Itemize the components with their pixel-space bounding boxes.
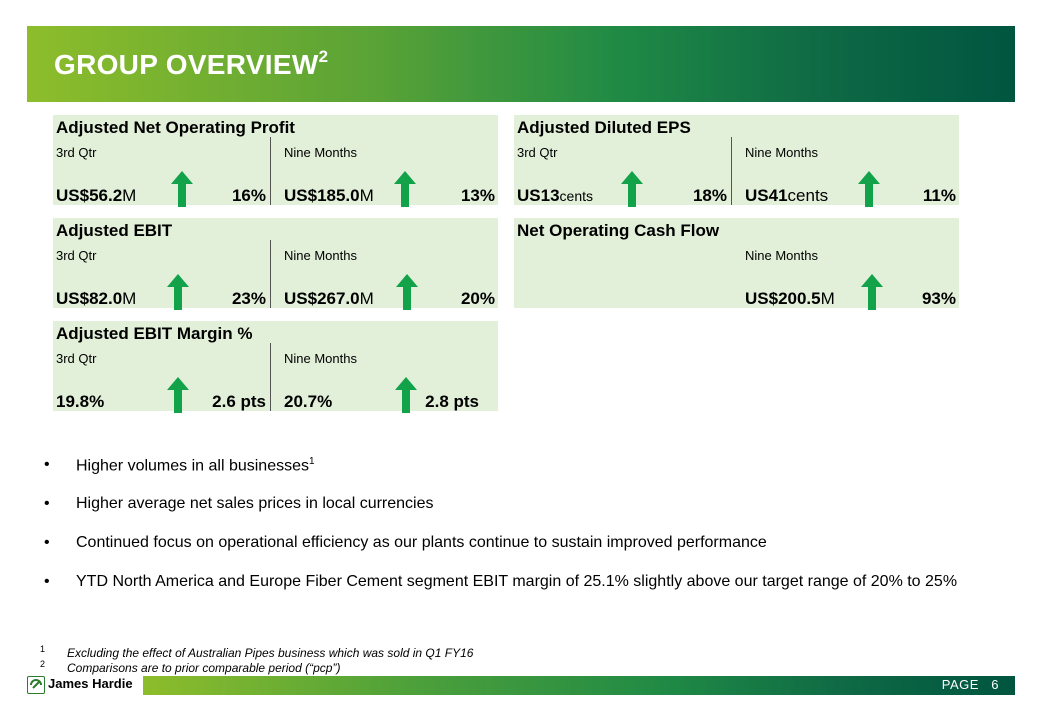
card-right-half (271, 321, 498, 411)
period-label: 3rd Qtr (56, 145, 97, 160)
list-item: • Higher volumes in all businesses$^1$ (44, 456, 315, 475)
footnote-number: 2 (40, 659, 46, 669)
metric-value: 20.7% (284, 392, 333, 411)
card-left-half (53, 115, 270, 205)
card-title: Adjusted EBIT Margin % (56, 324, 253, 343)
period-label: 3rd Qtr (517, 145, 558, 160)
card-left-half (53, 321, 270, 411)
up-arrow-icon (858, 171, 880, 207)
up-arrow-icon (394, 171, 416, 207)
card-title: Adjusted Diluted EPS (517, 118, 691, 137)
card-adjusted-ebit (53, 218, 498, 308)
footer-bar (143, 676, 1015, 695)
card-right-half (732, 218, 959, 308)
up-arrow-icon (167, 274, 189, 310)
up-arrow-icon (621, 171, 643, 207)
change-value: 2.6 pts (212, 392, 266, 411)
footnote-number: 1 (40, 644, 46, 654)
card-right-half (271, 218, 498, 308)
page-title: GROUP OVERVIEW$^2$ (54, 47, 329, 80)
list-item: • Higher average net sales prices in local currencies (44, 495, 434, 512)
bullet-icon: • (44, 573, 50, 590)
period-label: Nine Months (284, 351, 357, 366)
card-title: Net Operating Cash Flow (517, 221, 720, 240)
logo-mark-icon (27, 676, 45, 694)
list-item: • YTD North America and Europe Fiber Cement segment EBIT margin of 25.1% slightly above our target range of 20% to 25% (44, 573, 958, 590)
bullet-icon: • (44, 534, 50, 551)
card-right-half (271, 115, 498, 205)
up-arrow-icon (395, 377, 417, 413)
change-value: 20% (460, 289, 495, 308)
footnotes (40, 646, 473, 676)
period-label: 3rd Qtr (56, 351, 97, 366)
up-arrow-icon (861, 274, 883, 310)
footnote: 1 Excluding the effect of Australian Pipes business which was sold in Q1 FY16 (40, 644, 474, 660)
metric-value: US$82.0M (56, 289, 137, 308)
logo-text: James Hardie (48, 676, 133, 691)
header-banner (27, 26, 1015, 102)
card-title: Adjusted EBIT (56, 221, 173, 240)
change-value: 23% (231, 289, 266, 308)
change-value: 13% (460, 186, 495, 205)
period-label: Nine Months (745, 248, 818, 263)
card-adjusted-diluted-eps (514, 115, 959, 205)
card-left-half (514, 115, 731, 205)
up-arrow-icon (396, 274, 418, 310)
card-adjusted-net-operating-profit (53, 115, 498, 205)
metric-value: US$200.5M (745, 289, 835, 308)
metric-value: US41cents (745, 186, 829, 205)
up-arrow-icon (167, 377, 189, 413)
card-adjusted-ebit-margin (53, 321, 498, 411)
list-item: • Continued focus on operational efficiency as our plants continue to sustain improved performance (44, 534, 767, 551)
card-right-half (732, 115, 959, 205)
bullet-icon: • (44, 456, 50, 473)
change-value: 11% (922, 186, 956, 205)
period-label: Nine Months (284, 145, 357, 160)
footnote: 2 Comparisons are to prior comparable period (“pcp”) (40, 659, 341, 675)
page-number: PAGE 6 (941, 677, 999, 692)
up-arrow-icon (171, 171, 193, 207)
card-net-operating-cash-flow (514, 218, 959, 308)
metric-value: US$185.0M (284, 186, 374, 205)
period-label: Nine Months (745, 145, 818, 160)
bullet-icon: • (44, 495, 50, 512)
metric-value: 19.8% (56, 392, 105, 411)
period-label: 3rd Qtr (56, 248, 97, 263)
metric-value: US$56.2M (56, 186, 137, 205)
metric-value: US$267.0M (284, 289, 374, 308)
change-value: 16% (231, 186, 266, 205)
change-value: 93% (921, 289, 956, 308)
card-title: Adjusted Net Operating Profit (56, 118, 295, 137)
change-value: 2.8 pts (425, 392, 479, 411)
period-label: Nine Months (284, 248, 357, 263)
change-value: 18% (692, 186, 727, 205)
metric-value: US13cents (517, 186, 593, 205)
card-left-half (53, 218, 270, 308)
bullet-list (44, 456, 957, 612)
